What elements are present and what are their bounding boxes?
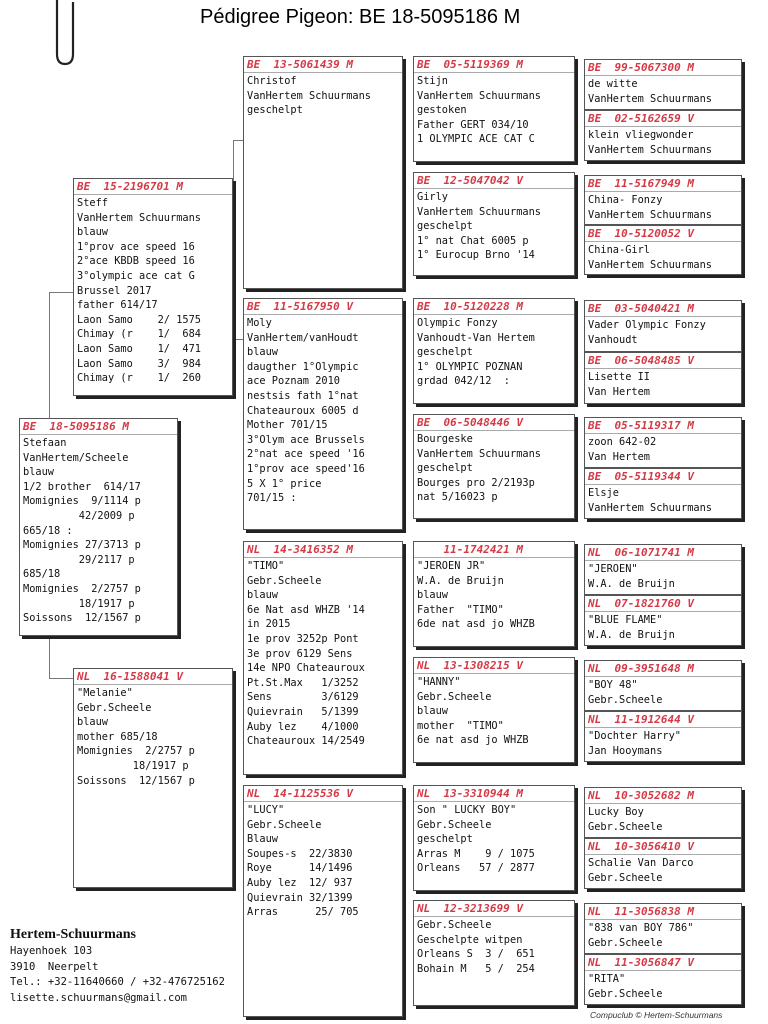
detail-line: "Melanie" (77, 687, 133, 699)
detail-line: Gebr.Scheele (247, 574, 322, 587)
ring-number: NL 07-1821760 V (585, 596, 741, 612)
detail-line: Gebr.Scheele (588, 693, 663, 706)
detail-line: Lucky Boy (588, 806, 644, 818)
detail-line: Roye 14/1496 (247, 862, 353, 875)
ring-number: NL 11-1912644 V (585, 712, 741, 728)
ring-number: BE 11-5167949 M (585, 176, 741, 192)
pigeon-card-g16 (584, 954, 742, 1005)
pigeon-details (20, 435, 177, 626)
detail-line: in 2015 (247, 618, 291, 631)
detail-line: Gebr.Scheele (77, 701, 152, 714)
detail-line: Gebr.Scheele (417, 690, 492, 703)
pigeon-details (585, 127, 741, 157)
pigeon-details (585, 76, 741, 106)
detail-line: grdad 042/12 : (417, 375, 510, 388)
detail-line: Arras 25/ 705 (247, 906, 359, 919)
detail-line: 42/2009 p (23, 509, 135, 522)
page-title: Pédigree Pigeon: BE 18-5095186 M (200, 6, 521, 28)
ring-number: NL 10-3056410 V (585, 839, 741, 855)
ring-number: NL 14-3416352 M (244, 542, 402, 558)
connector-fm (233, 300, 243, 340)
detail-line: Laon Samo 3/ 984 (77, 357, 201, 370)
detail-line: Vader Olympic Fonzy (588, 319, 706, 331)
pigeon-details (585, 561, 741, 591)
detail-line: Stijn (417, 75, 448, 87)
breeder-address: Hayenhoek 103 (10, 945, 93, 957)
detail-line: father 614/17 (77, 299, 158, 312)
detail-line: "JEROEN JR" (417, 560, 486, 572)
pigeon-details (414, 674, 574, 748)
pigeon-card-g13 (584, 787, 742, 838)
breeder-email: lisette.schuurmans@gmail.com (10, 991, 188, 1004)
ring-number: NL 14-1125536 V (244, 786, 402, 802)
pigeon-card-fm (243, 298, 403, 530)
software-credit: Compuclub © Hertem-Schuurmans (590, 1010, 723, 1020)
detail-line: zoon 642-02 (588, 436, 657, 448)
detail-line: Soissons 12/1567 p (23, 612, 141, 625)
pigeon-details (244, 315, 402, 506)
detail-line: Elsje (588, 487, 619, 499)
detail-line: Soupes-s 22/3830 (247, 847, 353, 860)
detail-line: "BLUE FLAME" (588, 614, 663, 626)
pigeon-details (414, 189, 574, 263)
detail-line: daugther 1°Olympic (247, 360, 359, 373)
pigeon-card-fff (413, 56, 575, 162)
detail-line: geschelpt (417, 833, 473, 846)
detail-line: Blauw (247, 833, 278, 846)
pigeon-details (414, 431, 574, 505)
ring-number: BE 15-2196701 M (74, 179, 232, 195)
detail-line: "JEROEN" (588, 563, 638, 575)
ring-number: BE 05-5119369 M (414, 57, 574, 73)
detail-line: 1/2 brother 614/17 (23, 480, 141, 493)
ring-number: NL 09-3951648 M (585, 661, 741, 677)
pigeon-details (585, 855, 741, 885)
detail-line: Son " LUCKY BOY" (417, 804, 517, 816)
paperclip-icon (50, 0, 76, 68)
detail-line: 18/1917 p (77, 759, 189, 772)
detail-line: de witte (588, 78, 638, 90)
detail-line: China- Fonzy (588, 194, 663, 206)
detail-line: VanHertem Schuurmans (588, 501, 712, 514)
detail-line: 6e nat asd jo WHZB (417, 734, 529, 747)
detail-line: VanHertem Schuurmans (417, 89, 541, 102)
detail-line: China-Girl (588, 244, 650, 256)
pigeon-card-g10 (584, 595, 742, 646)
detail-line: nestsis fath 1°nat (247, 389, 359, 402)
detail-line: VanHertem Schuurmans (588, 208, 712, 221)
detail-line: Vanhoudt-Van Hertem (417, 331, 535, 344)
pigeon-details (244, 802, 402, 920)
ring-number: BE 02-5162659 V (585, 111, 741, 127)
detail-line: W.A. de Bruijn (588, 628, 675, 641)
detail-line: Father GERT 034/10 (417, 118, 529, 131)
detail-line: Momignies 2/2757 p (23, 582, 141, 595)
detail-line: VanHertem Schuurmans (417, 447, 541, 460)
detail-line: Laon Samo 2/ 1575 (77, 313, 201, 326)
detail-line: Father "TIMO" (417, 603, 504, 616)
detail-line: 685/18 (23, 568, 61, 581)
ring-number: BE 11-5167950 V (244, 299, 402, 315)
pigeon-card-mmf (413, 785, 575, 891)
ring-number: BE 99-5067300 M (585, 60, 741, 76)
connector-ff (233, 140, 243, 182)
pigeon-details (585, 192, 741, 222)
detail-line: Orleans S 3 / 651 (417, 948, 535, 961)
breeder-city: 3910 Neerpelt (10, 960, 99, 973)
detail-line: Arras M 9 / 1075 (417, 847, 535, 860)
detail-line: VanHertem Schuurmans (588, 92, 712, 105)
pigeon-details (585, 317, 741, 347)
detail-line: VanHertem Schuurmans (247, 89, 371, 102)
detail-line: blauw (247, 346, 278, 359)
detail-line: 1 OLYMPIC ACE CAT C (417, 133, 535, 146)
detail-line: Bourges pro 2/2193p (417, 476, 535, 489)
pigeon-details (585, 485, 741, 515)
detail-line: Auby lez 4/1000 (247, 720, 359, 733)
detail-line: Chimay (r 1/ 684 (77, 328, 201, 341)
detail-line: 6de nat asd jo WHZB (417, 618, 535, 631)
connector-mother (49, 636, 75, 679)
ring-number: BE 12-5047042 V (414, 173, 574, 189)
detail-line: Gebr.Scheele (417, 818, 492, 831)
pigeon-card-ffm (413, 172, 575, 276)
ring-number: BE 13-5061439 M (244, 57, 402, 73)
ring-number: BE 03-5040421 M (585, 301, 741, 317)
pigeon-details (585, 728, 741, 758)
pigeon-details (74, 685, 232, 788)
detail-line: geschelpt (247, 104, 303, 117)
detail-line: 18/1917 p (23, 597, 135, 610)
breeder-phone: Tel.: +32-11640660 / +32-476725162 (10, 976, 225, 988)
pigeon-details (74, 195, 232, 386)
detail-line: Gebr.Scheele (588, 987, 663, 1000)
detail-line: 3°olympic ace cat G (77, 269, 195, 282)
detail-line: "TIMO" (247, 560, 285, 572)
detail-line: mother 685/18 (77, 730, 158, 743)
detail-line: "838 van BOY 786" (588, 922, 694, 934)
detail-line: Brussel 2017 (77, 284, 152, 297)
detail-line: Geschelpte witpen (417, 933, 523, 946)
pigeon-card-g5 (584, 300, 742, 352)
detail-line: Pt.St.Max 1/3252 (247, 676, 359, 689)
detail-line: 3e prov 6129 Sens (247, 647, 353, 660)
ring-number: BE 10-5120052 V (585, 226, 741, 242)
detail-line: 1e prov 3252p Pont (247, 632, 359, 645)
detail-line: 3°Olym ace Brussels (247, 433, 365, 446)
pigeon-card-main (19, 418, 178, 636)
pigeon-card-g1 (584, 59, 742, 110)
detail-line: blauw (417, 589, 448, 602)
pigeon-card-mmm (413, 900, 575, 1006)
detail-line: VanHertem Schuurmans (77, 211, 201, 224)
ring-number: BE 05-5119317 M (585, 418, 741, 434)
ring-number: 11-1742421 M (414, 542, 574, 558)
detail-line: "RITA" (588, 973, 626, 985)
pigeon-card-g9 (584, 544, 742, 595)
pigeon-card-mfm (413, 657, 575, 763)
detail-line: 665/18 : (23, 524, 73, 537)
detail-line: VanHertem Schuurmans (417, 205, 541, 218)
pigeon-details (244, 558, 402, 749)
detail-line: nat 5/16023 p (417, 491, 498, 504)
detail-line: Moly (247, 317, 272, 329)
pigeon-card-mff (413, 541, 575, 647)
detail-line: Momignies 27/3713 p (23, 539, 141, 552)
connector-father (49, 292, 75, 420)
detail-line: Laon Samo 1/ 471 (77, 342, 201, 355)
detail-line: Sens 3/6129 (247, 691, 359, 704)
pigeon-details (585, 612, 741, 642)
detail-line: 1° OLYMPIC POZNAN (417, 360, 523, 373)
pigeon-card-g3 (584, 175, 742, 225)
pigeon-details (585, 242, 741, 272)
ring-number: NL 13-1308215 V (414, 658, 574, 674)
pigeon-card-g2 (584, 110, 742, 161)
pigeon-details (585, 369, 741, 399)
detail-line: mother "TIMO" (417, 719, 504, 732)
pigeon-details (414, 73, 574, 147)
pigeon-details (585, 434, 741, 464)
detail-line: Jan Hooymans (588, 744, 663, 757)
pigeon-details (414, 917, 574, 976)
detail-line: W.A. de Bruijn (417, 574, 504, 587)
detail-line: Momignies 2/2757 p (77, 745, 195, 758)
pigeon-card-mm (243, 785, 403, 1017)
detail-line: W.A. de Bruijn (588, 577, 675, 590)
detail-line: Van Hertem (588, 450, 650, 463)
detail-line: Gebr.Scheele (588, 871, 663, 884)
pigeon-card-g7 (584, 417, 742, 468)
pigeon-card-ff (243, 56, 403, 289)
pigeon-details (414, 558, 574, 632)
detail-line: Olympic Fonzy (417, 317, 498, 329)
ring-number: NL 12-3213699 V (414, 901, 574, 917)
detail-line: "HANNY" (417, 676, 461, 688)
detail-line: blauw (417, 705, 448, 718)
pigeon-card-g14 (584, 838, 742, 889)
pigeon-details (414, 315, 574, 389)
pigeon-details (244, 73, 402, 118)
detail-line: Christof (247, 75, 297, 87)
pigeon-card-g6 (584, 352, 742, 404)
detail-line: Mother 701/15 (247, 419, 328, 432)
ring-number: NL 10-3052682 M (585, 788, 741, 804)
ring-number: BE 06-5048485 V (585, 353, 741, 369)
detail-line: Chimay (r 1/ 260 (77, 372, 201, 385)
pigeon-card-g12 (584, 711, 742, 762)
detail-line: Auby lez 12/ 937 (247, 876, 353, 889)
pigeon-card-fmm (413, 414, 575, 519)
detail-line: 1°prov ace speed'16 (247, 462, 365, 475)
pigeon-card-mf (243, 541, 403, 775)
detail-line: Steff (77, 197, 108, 209)
pigeon-card-g11 (584, 660, 742, 711)
ring-number: NL 06-1071741 M (585, 545, 741, 561)
detail-line: 1° Eurocup Brno '14 (417, 249, 535, 262)
detail-line: Gebr.Scheele (588, 820, 663, 833)
detail-line: Van Hertem (588, 385, 650, 398)
detail-line: Lisette II (588, 371, 650, 383)
detail-line: Orleans 57 / 2877 (417, 862, 535, 875)
detail-line: 2°nat ace speed '16 (247, 448, 365, 461)
detail-line: blauw (77, 226, 108, 239)
ring-number: NL 13-3310944 M (414, 786, 574, 802)
detail-line: blauw (23, 466, 54, 479)
ring-number: NL 16-1588041 V (74, 669, 232, 685)
detail-line: 29/2117 p (23, 553, 135, 566)
detail-line: 701/15 : (247, 492, 297, 505)
ring-number: NL 11-3056847 V (585, 955, 741, 971)
detail-line: 6e Nat asd WHZB '14 (247, 603, 365, 616)
pigeon-details (414, 802, 574, 876)
detail-line: VanHertem Schuurmans (588, 143, 712, 156)
pigeon-details (585, 804, 741, 834)
detail-line: Gebr.Scheele (417, 919, 492, 931)
pigeon-card-g8 (584, 468, 742, 519)
detail-line: Gebr.Scheele (588, 936, 663, 949)
pigeon-card-g15 (584, 903, 742, 954)
detail-line: Vanhoudt (588, 333, 638, 346)
detail-line: "Dochter Harry" (588, 730, 681, 742)
detail-line: Momignies 9/1114 p (23, 495, 141, 508)
detail-line: Bohain M 5 / 254 (417, 962, 535, 975)
ring-number: BE 06-5048446 V (414, 415, 574, 431)
breeder-info (10, 926, 225, 1006)
pigeon-card-g4 (584, 225, 742, 275)
detail-line: blauw (77, 716, 108, 729)
detail-line: 1° nat Chat 6005 p (417, 234, 529, 247)
detail-line: Schalie Van Darco (588, 857, 694, 869)
ring-number: BE 18-5095186 M (20, 419, 177, 435)
detail-line: gestoken (417, 104, 467, 117)
detail-line: 14e NPO Chateauroux (247, 662, 365, 675)
pigeon-card-father (73, 178, 233, 396)
detail-line: Soissons 12/1567 p (77, 774, 195, 787)
detail-line: 2°ace KBDB speed 16 (77, 255, 195, 268)
detail-line: VanHertem/vanHoudt (247, 331, 359, 344)
detail-line: geschelpt (417, 220, 473, 233)
detail-line: Bourgeske (417, 433, 473, 445)
detail-line: "BOY 48" (588, 679, 638, 691)
detail-line: Chateauroux 6005 d (247, 404, 359, 417)
ring-number: NL 11-3056838 M (585, 904, 741, 920)
detail-line: Stefaan (23, 437, 67, 449)
detail-line: Quievrain 5/1399 (247, 705, 359, 718)
detail-line: ace Poznam 2010 (247, 375, 340, 388)
detail-line: Quievrain 32/1399 (247, 891, 353, 904)
ring-number: BE 10-5120228 M (414, 299, 574, 315)
pigeon-details (585, 920, 741, 950)
detail-line: geschelpt (417, 462, 473, 475)
pigeon-details (585, 971, 741, 1001)
pigeon-details (585, 677, 741, 707)
detail-line: geschelpt (417, 346, 473, 359)
detail-line: VanHertem/Scheele (23, 451, 129, 464)
detail-line: 1°prov ace speed 16 (77, 240, 195, 253)
detail-line: Chateauroux 14/2549 (247, 735, 365, 748)
detail-line: blauw (247, 589, 278, 602)
detail-line: 5 X 1° price (247, 477, 322, 490)
detail-line: "LUCY" (247, 804, 285, 816)
ring-number: BE 05-5119344 V (585, 469, 741, 485)
detail-line: klein vliegwonder (588, 129, 694, 141)
pigeon-card-fmf (413, 298, 575, 404)
detail-line: VanHertem Schuurmans (588, 258, 712, 271)
breeder-name: Hertem-Schuurmans (10, 927, 136, 942)
pigeon-card-mother (73, 668, 233, 888)
detail-line: Girly (417, 191, 448, 203)
detail-line: Gebr.Scheele (247, 818, 322, 831)
